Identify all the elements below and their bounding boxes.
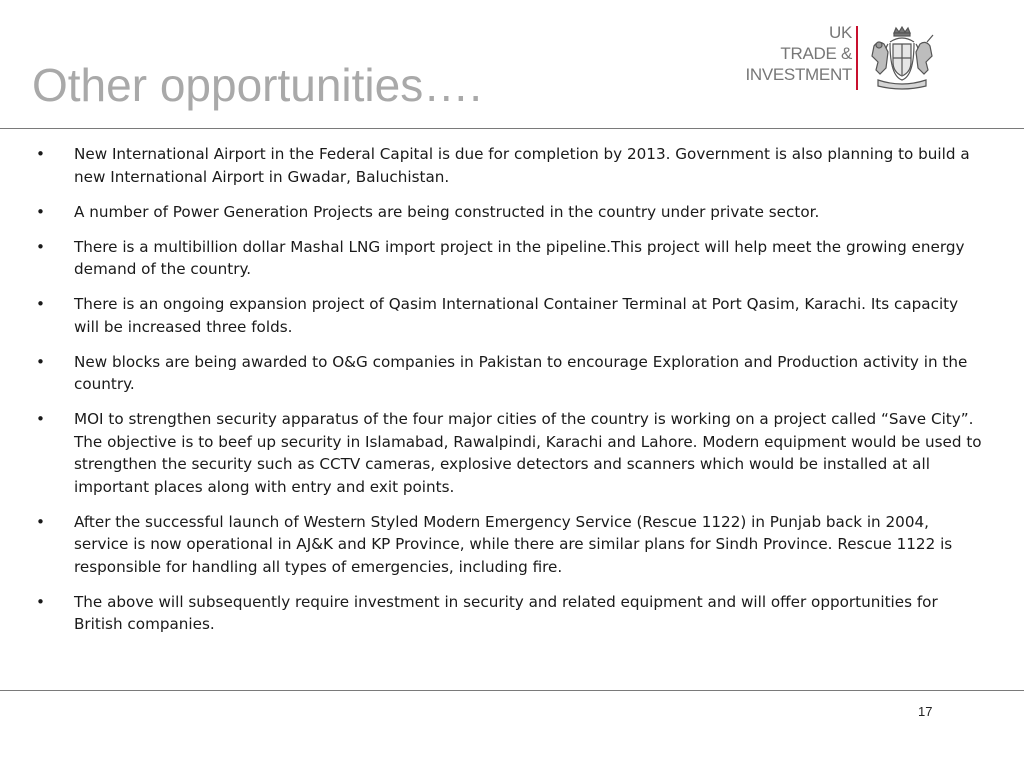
page-number: 17: [918, 704, 933, 719]
bullet-item-rescue-1122: [30, 511, 982, 579]
bullet-item-og-blocks: [30, 351, 982, 396]
bullet-item-container-terminal: [30, 293, 982, 338]
royal-coat-of-arms-icon: [866, 24, 938, 92]
bullet-marker: •: [36, 592, 45, 611]
bullet-text: MOI to strengthen security apparatus of the four major cities of the country is working on a project called “Save City”. The objective is to beef up security in Islamabad, Rawalpindi, Karachi and Lahore. Modern equipment would be used to strengthen the security such as CCTV cameras, explosive detectors and scanners which would be installed at all important places along with entry and exit points.: [74, 410, 982, 496]
bullet-marker: •: [36, 410, 45, 428]
bullet-text: A number of Power Generation Projects are being constructed in the country under private sector.: [74, 202, 820, 221]
bullet-item-power-generation: [30, 201, 982, 224]
bullet-text: There is a multibillion dollar Mashal LNG import project in the pipeline.This project will help meet the growing energy demand of the country.: [74, 237, 965, 278]
bullet-text: After the successful launch of Western Styled Modern Emergency Service (Rescue 1122) in Punjab back in 2004, service is now operational in AJ&K and KP Province, while there are similar plans for Sindh Province. Rescue 1122 is responsible for handling all types of emergencies, including fire.: [74, 512, 953, 576]
logo-wordmark: [745, 22, 852, 85]
bullet-text: New blocks are being awarded to O&G companies in Pakistan to encourage Exploration and Production activity in the country.: [74, 352, 968, 393]
bullet-text: New International Airport in the Federal Capital is due for completion by 2013. Government is also planning to build a new International Airport in Gwadar, Baluchistan.: [74, 145, 970, 186]
uk-trade-investment-logo: [732, 22, 942, 94]
bullet-marker: •: [36, 295, 45, 313]
bullet-list: [30, 143, 982, 648]
bullet-text: There is an ongoing expansion project of Qasim International Container Terminal at Port Qasim, Karachi. Its capacity will be increased three folds.: [74, 295, 959, 336]
logo-divider: [856, 26, 858, 90]
slide-title: Other opportunities….: [32, 59, 483, 111]
logo-line-trade: TRADE &: [780, 44, 852, 63]
bullet-marker: •: [36, 145, 45, 163]
logo-line-uk: UK: [828, 23, 852, 42]
bullet-marker: •: [36, 512, 45, 531]
bullet-marker: •: [36, 237, 45, 256]
bullet-marker: •: [36, 202, 45, 221]
logo-line-investment: INVESTMENT: [745, 65, 852, 84]
footer-divider: [0, 690, 1024, 691]
bullet-item-airport: [30, 143, 982, 188]
bullet-text: The above will subsequently require investment in security and related equipment and will offer opportunities for British companies.: [74, 592, 938, 633]
bullet-item-british-opportunities: [30, 591, 982, 636]
bullet-marker: •: [36, 352, 45, 371]
bullet-item-save-city: [30, 408, 982, 498]
header-divider: [0, 128, 1024, 129]
bullet-item-lng: [30, 236, 982, 281]
